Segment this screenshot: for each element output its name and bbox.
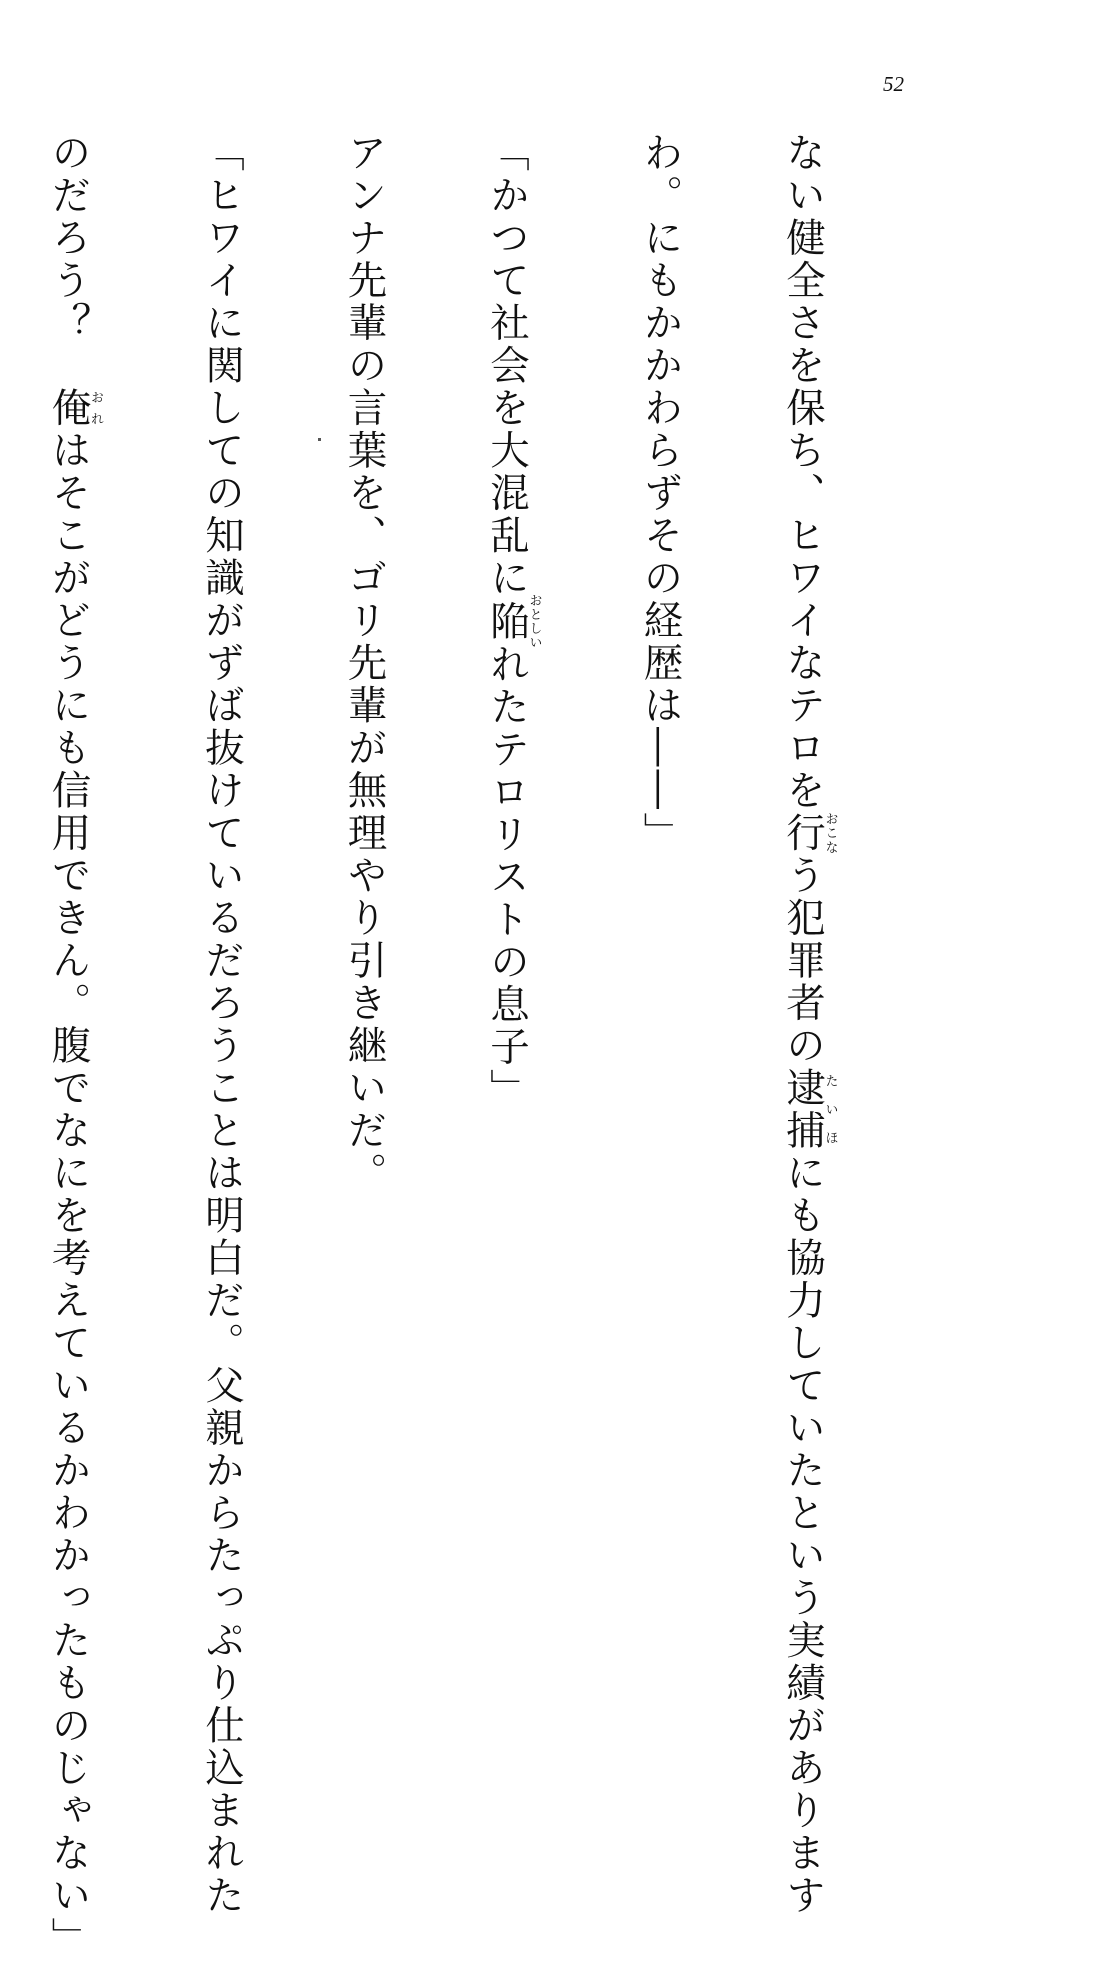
text-line-4: アンナ先輩の言葉を、ゴリ先輩が無理やり引き継いだ。	[341, 132, 388, 1195]
furigana: 俺おれ	[45, 387, 103, 430]
text-line-5: 「ヒワイに関しての知識がずば抜けているだろうことは明白だ。父親からたっぷり仕込まれた	[199, 132, 245, 1917]
text-line-2: わ。にもかかわらずその経歴は――」	[637, 132, 684, 855]
text-line-1: ない健全さを保ち、ヒワイなテロを行おこなう犯罪者の逮捕たいほにも協力していたという実績があります	[780, 132, 838, 1917]
furigana: 逮捕たいほ	[780, 1067, 838, 1152]
furigana: 行おこな	[780, 812, 838, 855]
furigana: 陥おとしい	[484, 593, 542, 650]
body-text	[0, 132, 932, 1960]
page-number: 52	[883, 72, 904, 96]
text-line-6: のだろう？ 俺おれはそこがどうにも信用できん。腹でなにを考えているかわかったものじゃない」	[45, 132, 103, 1960]
text-line-3: 「かつて社会を大混乱に陥おとしいれたテロリストの息子」	[484, 132, 542, 1111]
print-speck	[318, 438, 321, 441]
